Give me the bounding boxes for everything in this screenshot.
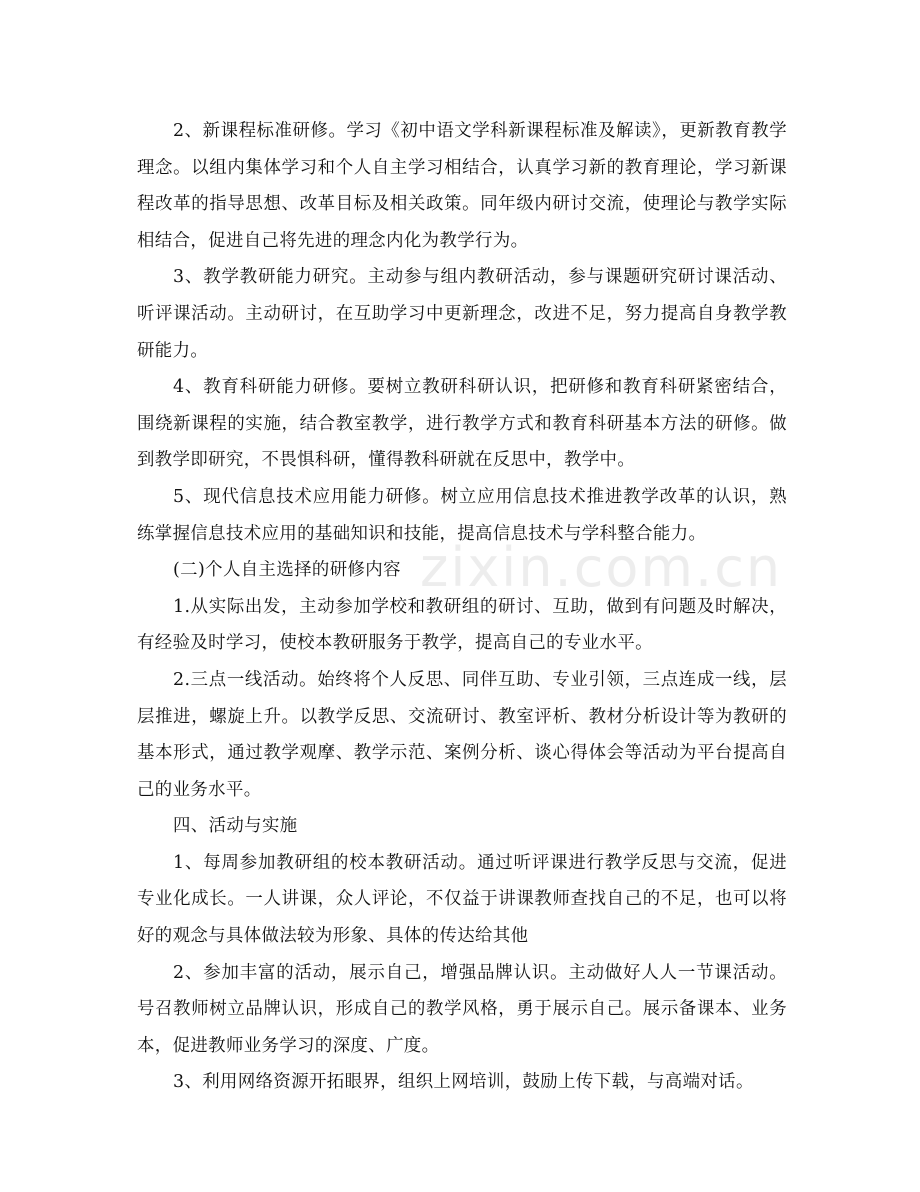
paragraph-weekly-research-activity: 1、每周参加教研组的校本教研活动。通过听评课进行教学反思与交流，促进专业化成长。一人讲课，众人评论，不仅益于讲课教师查找自己的不足，也可以将好的观念与具体做法较为形象、具体的传达给其他: [137, 852, 787, 947]
paragraph-rich-activities: 2、参加丰富的活动，展示自己，增强品牌认识。主动做好人人一节课活动。号召教师树立品牌认识，形成自己的教学风格，勇于展示自己。展示备课本、业务本，促进教师业务学习的深度、广度。: [137, 962, 787, 1056]
paragraph-educational-research-ability: 4、教育科研能力研修。要树立教研科研认识，把研修和教育科研紧密结合，围绕新课程的实施，结合教室教学，进行教学方式和教育科研基本方法的研修。做到教学即研究，不畏惧科研，懂得教科研就在反思中，教学中。: [137, 377, 787, 471]
document-body: [137, 113, 787, 1101]
watermark: zixin.com.cn: [420, 536, 783, 599]
section-heading-activities: 四、活动与实施: [173, 816, 298, 837]
section-heading-self-selected-content: (二)个人自主选择的研修内容: [173, 560, 401, 581]
paragraph-new-curriculum-standards: 2、新课程标准研修。学习《初中语文学科新课程标准及解读》，更新教育教学理念。以组内集体学习和个人自主学习相结合，认真学习新的教育理论，学习新课程改革的指导思想、改革目标及相关政策。同年级内研讨交流，使理论与教学实际相结合，促进自己将先进的理念内化为教学行为。: [137, 121, 787, 251]
paragraph-network-resources: 3、利用网络资源开拓眼界，组织上网培训，鼓励上传下载，与高端对话。: [173, 1072, 754, 1093]
paragraph-practical-start: 1.从实际出发，主动参加学校和教研组的研讨、互助，做到有问题及时解决，有经验及时学习，使校本教研服务于教学，提高自己的专业水平。: [137, 596, 787, 654]
paragraph-teaching-research-ability: 3、教学教研能力研究。主动参与组内教研活动，参与课题研究研讨课活动、听评课活动。主动研讨，在互助学习中更新理念，改进不足，努力提高自身教学教研能力。: [137, 267, 787, 361]
paragraph-information-technology: 5、现代信息技术应用能力研修。树立应用信息技术推进教学改革的认识，熟练掌握信息技术应用的基础知识和技能，提高信息技术与学科整合能力。: [137, 486, 787, 544]
paragraph-three-points-one-line: 2.三点一线活动。始终将个人反思、同伴互助、专业引领，三点连成一线，层层推进，螺旋上升。以教学反思、交流研讨、教室评析、教材分析设计等为教研的基本形式，通过教学观摩、教学示范、案例分析、谈心得体会等活动为平台提高自己的业务水平。: [137, 669, 787, 800]
